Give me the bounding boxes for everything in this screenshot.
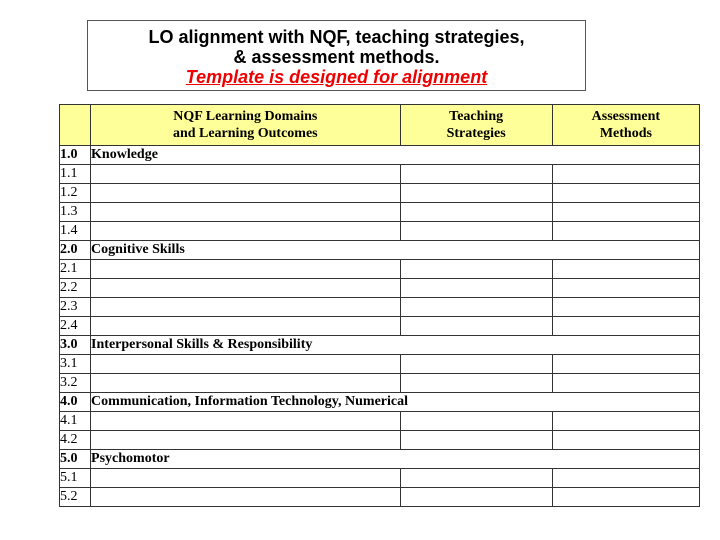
assessment-method-cell[interactable] <box>552 298 699 317</box>
section-row-communication <box>60 393 700 412</box>
section-row-knowledge <box>60 146 700 165</box>
teaching-strategy-cell[interactable] <box>400 260 552 279</box>
section-label: Psychomotor <box>91 450 700 469</box>
learning-outcome-cell[interactable] <box>91 355 400 374</box>
table-row <box>60 469 700 488</box>
assessment-method-cell[interactable] <box>552 222 699 241</box>
learning-outcome-cell[interactable] <box>91 317 400 336</box>
teaching-strategy-cell[interactable] <box>400 469 552 488</box>
table-row <box>60 412 700 431</box>
title-box <box>87 20 586 91</box>
table-row <box>60 298 700 317</box>
assessment-method-cell[interactable] <box>552 203 699 222</box>
section-label: Cognitive Skills <box>91 241 700 260</box>
table-row <box>60 374 700 393</box>
assessment-method-cell[interactable] <box>552 317 699 336</box>
teaching-strategy-cell[interactable] <box>400 488 552 507</box>
header-am-line-1: Assessment <box>591 109 661 124</box>
table-row <box>60 488 700 507</box>
learning-outcome-cell[interactable] <box>91 412 400 431</box>
teaching-strategy-cell[interactable] <box>400 203 552 222</box>
teaching-strategy-cell[interactable] <box>400 298 552 317</box>
learning-outcome-cell[interactable] <box>91 165 400 184</box>
section-label: Communication, Information Technology, Numerical <box>91 393 700 412</box>
section-label: Interpersonal Skills & Responsibility <box>91 336 700 355</box>
header-lo-line-2: and Learning Outcomes <box>172 126 318 141</box>
header-ts-line-1: Teaching <box>449 109 504 124</box>
assessment-method-cell[interactable] <box>552 469 699 488</box>
teaching-strategy-cell[interactable] <box>400 279 552 298</box>
row-number: 4.1 <box>60 412 91 431</box>
assessment-method-cell[interactable] <box>552 431 699 450</box>
header-teaching-strategies <box>400 105 552 146</box>
teaching-strategy-cell[interactable] <box>400 317 552 336</box>
table-row <box>60 184 700 203</box>
table-body <box>60 146 700 507</box>
row-number: 5.1 <box>60 469 91 488</box>
learning-outcome-cell[interactable] <box>91 469 400 488</box>
table-row <box>60 355 700 374</box>
lo-alignment-table <box>59 104 700 507</box>
table-header-row <box>60 105 700 146</box>
section-number: 3.0 <box>60 336 91 355</box>
table-row <box>60 260 700 279</box>
teaching-strategy-cell[interactable] <box>400 184 552 203</box>
section-number: 1.0 <box>60 146 91 165</box>
assessment-method-cell[interactable] <box>552 279 699 298</box>
header-assessment-methods <box>552 105 699 146</box>
teaching-strategy-cell[interactable] <box>400 374 552 393</box>
header-am-line-2: Methods <box>599 126 652 141</box>
table-row <box>60 203 700 222</box>
header-number <box>60 105 91 146</box>
learning-outcome-cell[interactable] <box>91 222 400 241</box>
row-number: 2.1 <box>60 260 91 279</box>
learning-outcome-cell[interactable] <box>91 488 400 507</box>
title-subtitle: Template is designed for alignment <box>185 67 488 87</box>
table-row <box>60 165 700 184</box>
learning-outcome-cell[interactable] <box>91 260 400 279</box>
learning-outcome-cell[interactable] <box>91 431 400 450</box>
row-number: 1.4 <box>60 222 91 241</box>
learning-outcome-cell[interactable] <box>91 184 400 203</box>
section-label: Knowledge <box>91 146 700 165</box>
learning-outcome-cell[interactable] <box>91 203 400 222</box>
assessment-method-cell[interactable] <box>552 184 699 203</box>
row-number: 3.2 <box>60 374 91 393</box>
table-row <box>60 317 700 336</box>
table-row <box>60 222 700 241</box>
teaching-strategy-cell[interactable] <box>400 222 552 241</box>
row-number: 2.2 <box>60 279 91 298</box>
table-row <box>60 431 700 450</box>
row-number: 3.1 <box>60 355 91 374</box>
row-number: 1.3 <box>60 203 91 222</box>
row-number: 2.4 <box>60 317 91 336</box>
section-number: 4.0 <box>60 393 91 412</box>
teaching-strategy-cell[interactable] <box>400 431 552 450</box>
row-number: 2.3 <box>60 298 91 317</box>
row-number: 1.2 <box>60 184 91 203</box>
assessment-method-cell[interactable] <box>552 412 699 431</box>
teaching-strategy-cell[interactable] <box>400 355 552 374</box>
learning-outcome-cell[interactable] <box>91 279 400 298</box>
teaching-strategy-cell[interactable] <box>400 412 552 431</box>
title-line-2: & assessment methods. <box>233 47 440 67</box>
section-row-cognitive-skills <box>60 241 700 260</box>
section-row-psychomotor <box>60 450 700 469</box>
title-line-1: LO alignment with NQF, teaching strategies, <box>148 27 525 47</box>
assessment-method-cell[interactable] <box>552 355 699 374</box>
table-row <box>60 279 700 298</box>
assessment-method-cell[interactable] <box>552 165 699 184</box>
learning-outcome-cell[interactable] <box>91 374 400 393</box>
header-learning-outcomes <box>91 105 400 146</box>
assessment-method-cell[interactable] <box>552 488 699 507</box>
header-lo-line-1: NQF Learning Domains <box>173 109 318 124</box>
section-number: 2.0 <box>60 241 91 260</box>
header-ts-line-2: Strategies <box>446 126 506 141</box>
teaching-strategy-cell[interactable] <box>400 165 552 184</box>
row-number: 1.1 <box>60 165 91 184</box>
learning-outcome-cell[interactable] <box>91 298 400 317</box>
section-number: 5.0 <box>60 450 91 469</box>
section-row-interpersonal-skills <box>60 336 700 355</box>
assessment-method-cell[interactable] <box>552 260 699 279</box>
row-number: 4.2 <box>60 431 91 450</box>
row-number: 5.2 <box>60 488 91 507</box>
assessment-method-cell[interactable] <box>552 374 699 393</box>
